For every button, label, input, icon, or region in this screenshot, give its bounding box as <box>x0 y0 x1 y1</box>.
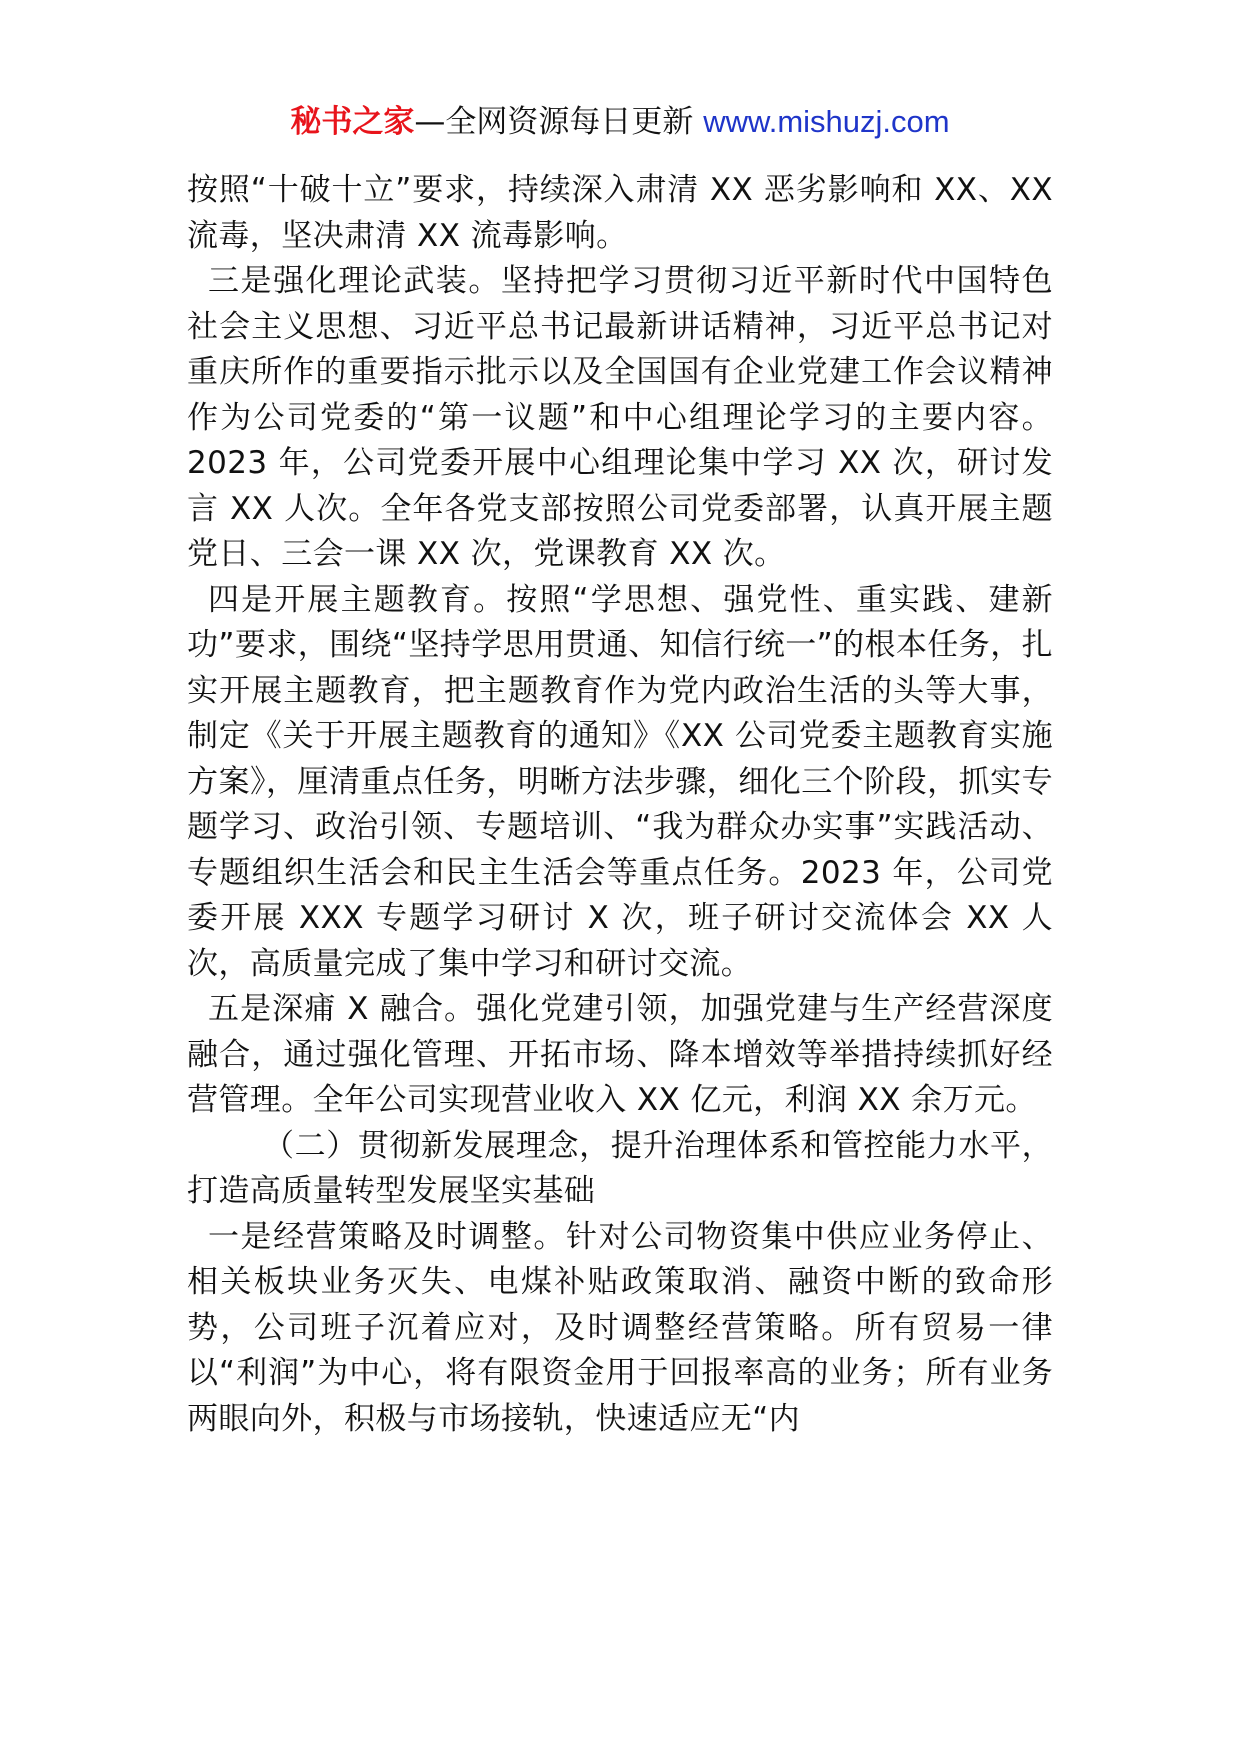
paragraph-business-strategy: 一是经营策略及时调整。针对公司物资集中供应业务停止、相关板块业务灭失、电煤补贴政策取消、融资中断的致命形势，公司班子沉着应对，及时调整经营策略。所有贸易一律以“利润”为中心，将有限资金用于回报率高的业务；所有业务两眼向外，积极与市场接轨，快速适应无“内 <box>187 1218 1053 1437</box>
site-url-link[interactable]: www.mishuzj.com <box>703 104 950 139</box>
paragraph-theme-education: 四是开展主题教育。按照“学思想、强党性、重实践、建新功”要求，围绕“坚持学思用贯通、知信行统一”的根本任务，扎实开展主题教育，把主题教育作为党内政治生活的头等大事，制定《关于开展主题教育的通知》《XX 公司党委主题教育实施方案》，厘清重点任务，明晰方法步骤，细化三个阶段，抓实专题学习、政治引领、专题培训、“我为群众办实事”实践活动、专题组织生活会和民主生活会等重点任务。2023 年，公司党委开展 XXX 专题学习研讨 X 次，班子研讨交流体会 XX 人次，高质量完成了集中学习和研讨交流。 <box>187 581 1053 982</box>
paragraph-theory-study: 三是强化理论武装。坚持把学习贯彻习近平新时代中国特色社会主义思想、习近平总书记最新讲话精神，习近平总书记对重庆所作的重要指示批示以及全国国有企业党建工作会议精神作为公司党委的“第一议题”和中心组理论学习的主要内容。2023 年，公司党委开展中心组理论集中学习 XX 次，研讨发言 XX 人次。全年各党支部按照公司党委部署，认真开展主题党日、三会一课 XX 次，党课教育 XX 次。 <box>187 263 1053 572</box>
section-heading: （二）贯彻新发展理念，提升治理体系和管控能力水平，打造高质量转型发展坚实基础 <box>187 1127 1053 1209</box>
document-body <box>187 168 1053 1442</box>
site-header <box>0 100 1240 144</box>
paragraph-integration: 五是深痡 X 融合。强化党建引领，加强党建与生产经营深度融合，通过强化管理、开拓市场、降本增效等举措持续抓好经营管理。全年公司实现营业收入 XX 亿元，利润 XX 余万元。 <box>187 991 1053 1118</box>
paragraph-continuation: 按照“十破十立”要求，持续深入肃清 XX 恶劣影响和 XX、XX 流毒，坚决肃清 XX 流毒影响。 <box>187 172 1053 254</box>
site-brand: 秘书之家 <box>290 104 415 140</box>
site-slogan: —全网资源每日更新 <box>414 104 694 140</box>
